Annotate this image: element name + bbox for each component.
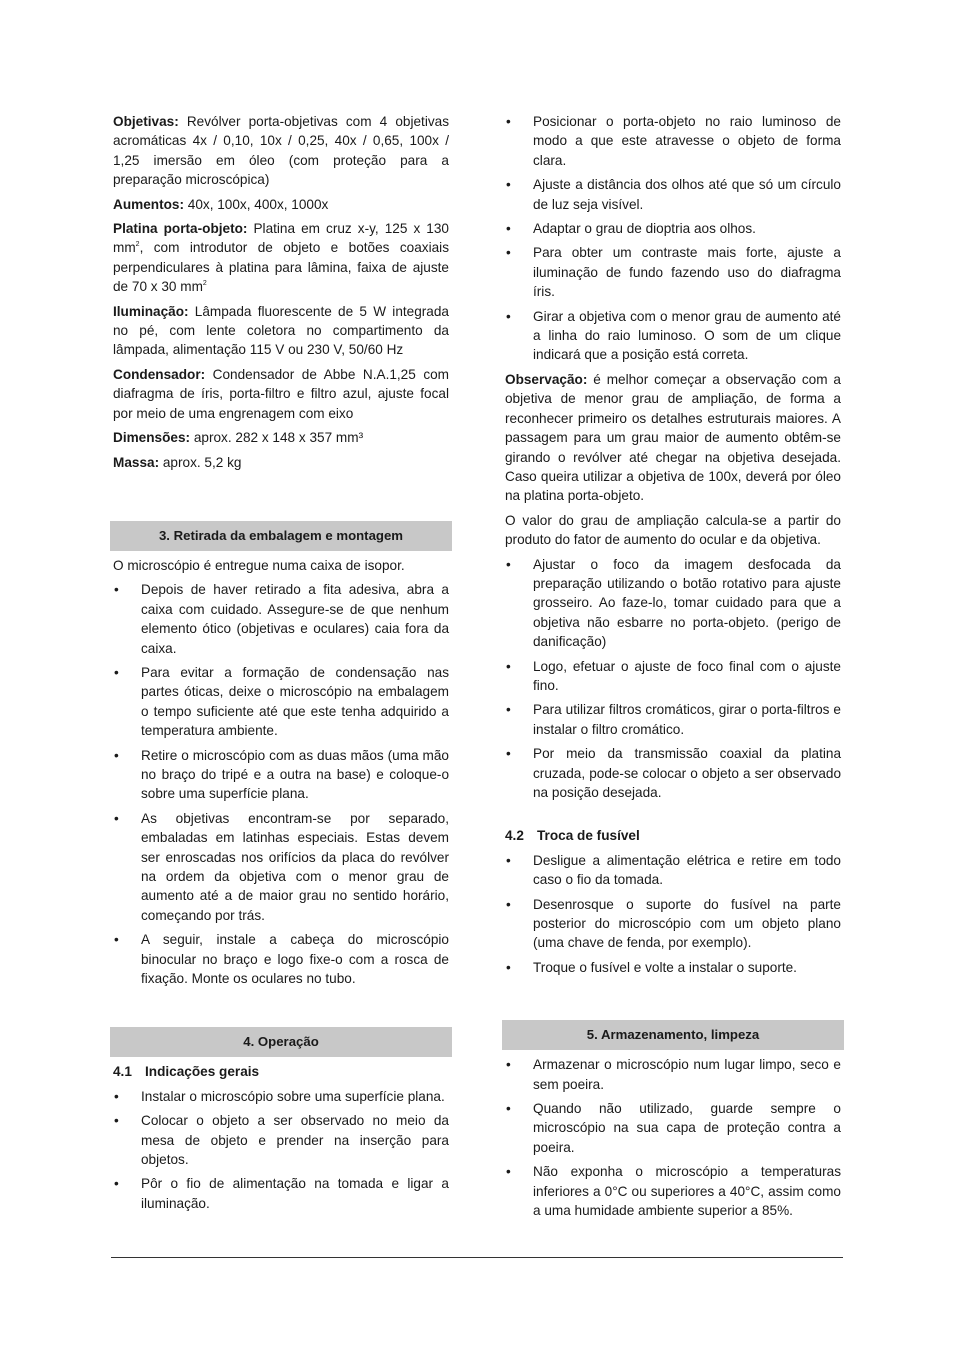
section-4-heading: 4. Operação: [110, 1027, 452, 1057]
left-column: [113, 112, 449, 1218]
list-item: • Por meio da transmissão coaxial da platina cruzada, pode-se colocar o objeto a ser observado na posição desejada.: [505, 744, 841, 802]
list-item: • Instalar o microscópio sobre uma superfície plana.: [113, 1087, 449, 1106]
list-item: • Quando não utilizado, guarde sempre o microscópio na sua capa de proteção contra a poeira.: [505, 1099, 841, 1157]
spec-platina: Platina porta-objeto: Platina em cruz x-y, 125 x 130 $mm^2$, com introdutor de objeto e botões coaxiais perpendiculares à platina para lâmina, faixa de ajuste de 70 x 30 $mm^2$: [113, 221, 449, 295]
subsection-4-2-heading: 4.2 Troca de fusível: [505, 828, 640, 844]
list-item: • Para evitar a formação de condensação nas partes óticas, deixe o microscópio na embalagem o tempo suficiente até que este tenha adquirido a temperatura ambiente.: [113, 663, 449, 741]
spec-iluminacao: Iluminação: Lâmpada fluorescente de 5 W integrada no pé, com lente coletora no compartimento da lâmpada, alimentação 115 V ou 230 V, 50/60 Hz: [113, 303, 449, 358]
magnification-calc-text: O valor do grau de ampliação calcula-se a partir do produto do fator de aumento do ocular e da objetiva.: [505, 512, 841, 548]
spec-dimensoes: Dimensões: aprox. 282 x 148 x 357 mm³: [113, 430, 364, 446]
subsection-4-2-list: [505, 851, 841, 977]
list-item: • Posicionar o porta-objeto no raio luminoso de modo a que este atravesse o objeto de forma clara.: [505, 112, 841, 170]
list-item: • Girar a objetiva com o menor grau de aumento até a linha do raio luminoso. O som de um clique indicará que a posição está correta.: [505, 307, 841, 365]
list-item: • Pôr o fio de alimentação na tomada e ligar a iluminação.: [113, 1174, 449, 1213]
list-item: • Troque o fusível e volte a instalar o suporte.: [505, 958, 841, 977]
subsection-4-1-heading: 4.1 Indicações gerais: [113, 1064, 260, 1080]
section-5-heading: 5. Armazenamento, limpeza: [502, 1020, 844, 1050]
section-3-intro: O microscópio é entregue numa caixa de isopor.: [113, 557, 405, 573]
section-5-list: [505, 1055, 841, 1220]
list-item: • Depois de haver retirado a fita adesiva, abra a caixa com cuidado. Assegure-se de que nenhum elemento ótico (objetivas e oculares) caia fora da caixa.: [113, 580, 449, 658]
spec-objetivas: Objetivas: Revólver porta-objetivas com 4 objetivas acromáticas 4x / 0,10, 10x / 0,25, 40x / 0,65, 100x / 1,25 imersão em óleo (com proteção para a preparação microscópica): [113, 114, 449, 188]
list-item: • Para utilizar filtros cromáticos, girar o porta-filtros e instalar o filtro cromático.: [505, 700, 841, 739]
right-column: [505, 112, 841, 1226]
list-item: • Logo, efetuar o ajuste de foco final com o ajuste fino.: [505, 657, 841, 696]
list-item: • Desenrosque o suporte do fusível na parte posterior do microscópio com um objeto plano (uma chave de fenda, por exemplo).: [505, 895, 841, 953]
list-item: • Armazenar o microscópio num lugar limpo, seco e sem poeira.: [505, 1055, 841, 1094]
list-item: • Para obter um contraste mais forte, ajuste a iluminação de fundo fazendo uso do diafragma íris.: [505, 243, 841, 301]
spec-massa: Massa: aprox. 5,2 kg: [113, 454, 242, 470]
list-item: • Ajuste a distância dos olhos até que só um círculo de luz seja visível.: [505, 175, 841, 214]
list-item: • A seguir, instale a cabeça do microscópio binocular no braço e logo fixe-o com a rosca de fixação. Monte os oculares no tubo.: [113, 930, 449, 988]
list-item: • Ajustar o foco da imagem desfocada da preparação utilizando o botão rotativo para ajuste grosseiro. Ao faze-lo, tomar cuidado para que a objetiva não esbarre no porta-objeto. (perigo de danificação): [505, 555, 841, 652]
list-item: • As objetivas encontram-se por separado, embaladas em latinhas especiais. Estas devem ser enroscadas nos orifícios da placa do revólver na ordem da objetiva com o menor grau de aumento até a de maior grau no sentido horário, começando por trás.: [113, 809, 449, 925]
subsection-4-1-list-left: [113, 1087, 449, 1213]
section-3-heading: 3. Retirada da embalagem e montagem: [110, 521, 452, 551]
list-item: • Adaptar o grau de dioptria aos olhos.: [505, 219, 841, 238]
section-3-list: [113, 580, 449, 988]
list-item: • Retire o microscópio com as duas mãos (uma mão no braço do tripé e a outra na base) e coloque-o sobre uma superfície plana.: [113, 746, 449, 804]
list-item: • Colocar o objeto a ser observado no meio da mesa de objeto e prender na inserção para objetos.: [113, 1111, 449, 1169]
spec-condensador: Condensador: Condensador de Abbe N.A.1,25 com diafragma de íris, porta-filtro e filtro azul, ajuste focal por meio de uma engrenagem com eixo: [113, 366, 449, 421]
subsection-4-1-list-after: [505, 555, 841, 803]
observation-note: Observação: é melhor começar a observação com a objetiva de menor grau de ampliação, de forma a reconhecer primeiro os detalhes estruturais maiores. A passagem para um grau maior de aumento obtêm-se girando o revólver até chegar na objetiva desejada. Caso queira utilizar a objetiva de 100x, deverá por óleo na platina porta-objeto.: [505, 371, 841, 504]
subsection-4-1-list-right: [505, 112, 841, 365]
spec-aumentos: Aumentos: 40x, 100x, 400x, 1000x: [113, 196, 329, 212]
list-item: • Não exponha o microscópio a temperaturas inferiores a 0°C ou superiores a 40°C, assim como a uma humidade ambiente superior a 85%.: [505, 1162, 841, 1220]
footer-rule: [111, 1257, 843, 1258]
list-item: • Desligue a alimentação elétrica e retire em todo caso o fio da tomada.: [505, 851, 841, 890]
